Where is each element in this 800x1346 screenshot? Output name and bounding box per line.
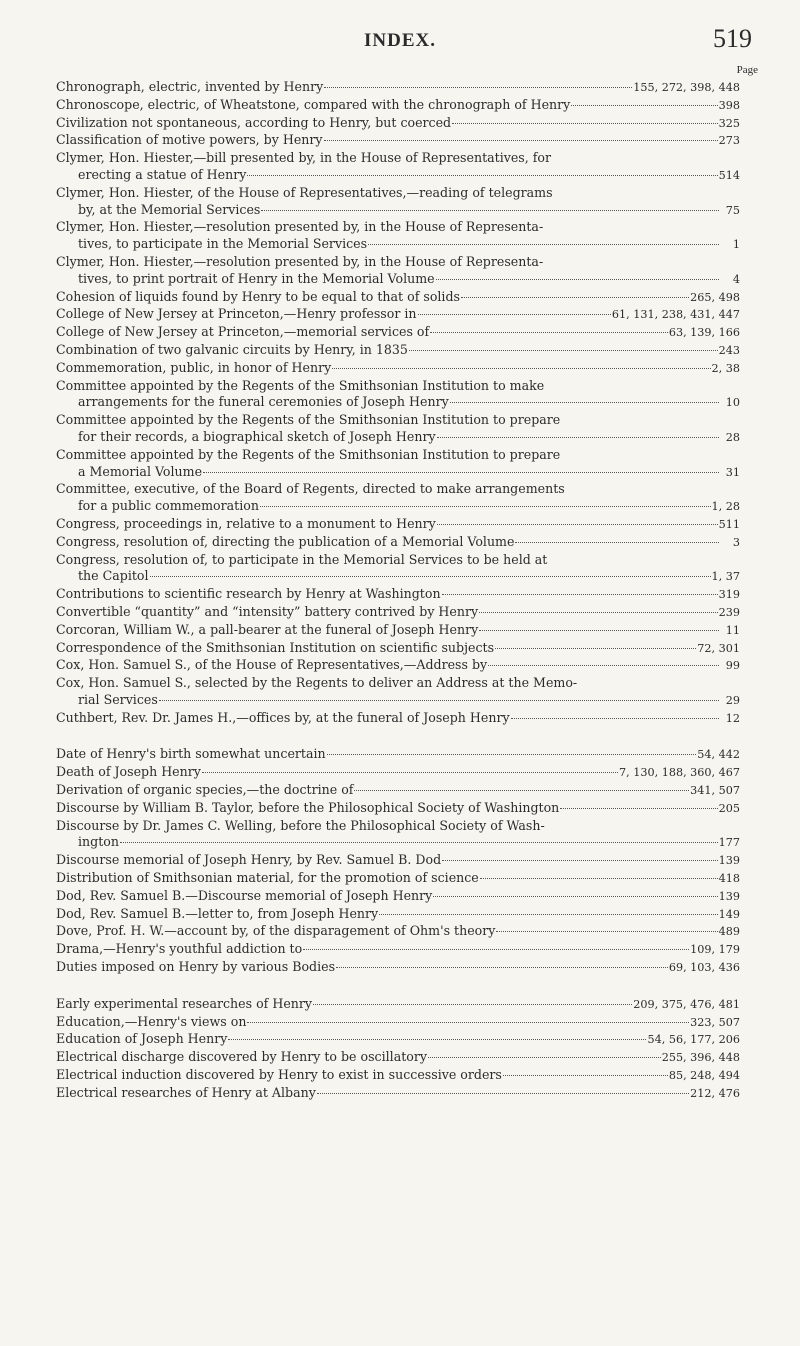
entry-text: College of New Jersey at Princeton,—Henry professor in xyxy=(56,306,417,322)
entry-text: Dod, Rev. Samuel B.—Discourse memorial of Joseph Henry xyxy=(56,887,433,903)
dot-leader xyxy=(428,1057,661,1058)
index-entry xyxy=(56,324,740,342)
page-references: 139 xyxy=(718,854,740,868)
index-group xyxy=(56,996,740,1103)
entry-text: Clymer, Hon. Hiester,—resolution presented by, in the House of Representa- xyxy=(56,219,544,235)
entry-text: Classification of motive powers, by Henry xyxy=(56,132,323,148)
index-entry-continuation xyxy=(56,464,740,482)
page-references: 325 xyxy=(718,116,740,130)
index-entry xyxy=(56,481,740,498)
page-references: 72, 301 xyxy=(697,641,740,655)
page-references: 3 xyxy=(732,535,740,549)
dot-leader xyxy=(202,772,618,773)
index-entry xyxy=(56,870,740,888)
entry-text: College of New Jersey at Princeton,—memorial services of xyxy=(56,324,430,340)
index-entry xyxy=(56,115,740,133)
index-entry-continuation xyxy=(56,498,740,516)
index-entry-continuation xyxy=(56,429,740,447)
entry-text: tives, to participate in the Memorial Services xyxy=(78,236,368,252)
index-group xyxy=(56,746,740,976)
page-references: 514 xyxy=(718,168,740,182)
dot-leader xyxy=(442,594,718,595)
entry-text: ington xyxy=(78,834,119,850)
dot-leader xyxy=(433,896,717,897)
page-references: 28 xyxy=(725,430,740,444)
entry-text: Convertible “quantity” and “intensity” battery contrived by Henry xyxy=(56,603,479,619)
page-references: 255, 396, 448 xyxy=(661,1051,740,1065)
entry-text: Clymer, Hon. Hiester,—resolution presented by, in the House of Representa- xyxy=(56,253,544,269)
dot-leader xyxy=(430,332,668,333)
index-entry xyxy=(56,586,740,604)
dot-leader xyxy=(313,1004,632,1005)
dot-leader xyxy=(437,437,719,438)
page-references: 69, 103, 436 xyxy=(668,961,740,975)
index-entry xyxy=(56,959,740,977)
dot-leader xyxy=(228,1039,646,1040)
index-entry xyxy=(56,1014,740,1032)
dot-leader xyxy=(515,542,719,543)
index-entry-continuation xyxy=(56,568,740,586)
dot-leader xyxy=(461,297,689,298)
dot-leader xyxy=(488,665,719,666)
index-entry xyxy=(56,852,740,870)
dot-leader xyxy=(452,123,718,124)
index-entry xyxy=(56,185,740,202)
page-references: 11 xyxy=(725,623,740,637)
dot-leader xyxy=(327,754,697,755)
entry-text: Electrical induction discovered by Henry to exist in successive orders xyxy=(56,1067,502,1083)
entry-text: Dod, Rev. Samuel B.—letter to, from Joseph Henry xyxy=(56,905,379,921)
entry-text: Committee appointed by the Regents of the Smithsonian Institution to prepare xyxy=(56,412,561,428)
page-references: 205 xyxy=(718,801,740,815)
dot-leader xyxy=(495,648,696,649)
index-entry xyxy=(56,675,740,692)
entry-text: Clymer, Hon. Hiester, of the House of Representatives,—reading of telegrams xyxy=(56,184,553,200)
index-entry xyxy=(56,254,740,271)
index-entry xyxy=(56,710,740,728)
entry-text: Discourse by Dr. James C. Welling, before the Philosophical Society of Wash- xyxy=(56,817,545,833)
dot-leader xyxy=(496,931,717,932)
page-references: 12 xyxy=(725,711,740,725)
entry-text: Duties imposed on Henry by various Bodies xyxy=(56,959,336,975)
dot-leader xyxy=(303,949,689,950)
dot-leader xyxy=(503,1075,668,1076)
page-references: 511 xyxy=(718,517,740,531)
dot-leader xyxy=(150,576,711,577)
index-entry xyxy=(56,132,740,150)
dot-leader xyxy=(479,612,718,613)
entry-text: Early experimental researches of Henry xyxy=(56,995,313,1011)
index-entry-continuation xyxy=(56,167,740,185)
page-references: 54, 442 xyxy=(697,748,740,762)
dot-leader xyxy=(332,368,710,369)
dot-leader xyxy=(368,244,719,245)
index-entry xyxy=(56,534,740,552)
index-entry xyxy=(56,79,740,97)
entry-text: tives, to print portrait of Henry in the Memorial Volume xyxy=(78,270,435,286)
page-references: 29 xyxy=(725,693,740,707)
page-references: 341, 507 xyxy=(690,784,740,798)
page-references: 31 xyxy=(725,465,740,479)
page-references: 177 xyxy=(718,836,740,850)
entry-text: Cox, Hon. Samuel S., selected by the Regents to deliver an Address at the Memo- xyxy=(56,675,578,691)
entry-text: by, at the Memorial Services xyxy=(78,201,261,217)
entry-text: the Capitol xyxy=(78,568,149,584)
page-references: 63, 139, 166 xyxy=(668,326,740,340)
entry-text: Education of Joseph Henry xyxy=(56,1031,228,1047)
page-references: 61, 131, 238, 431, 447 xyxy=(611,308,740,322)
entry-text: Distribution of Smithsonian material, for the promotion of science xyxy=(56,870,479,886)
entry-text: Correspondence of the Smithsonian Institution on scientific subjects xyxy=(56,639,495,655)
page-references: 99 xyxy=(725,659,740,673)
dot-leader xyxy=(442,860,717,861)
page-references: 7, 130, 188, 360, 467 xyxy=(619,766,740,780)
entry-text: Discourse by William B. Taylor, before the Philosophical Society of Washington xyxy=(56,799,560,815)
index-entry xyxy=(56,97,740,115)
dot-leader xyxy=(479,630,719,631)
index-entry xyxy=(56,996,740,1014)
index-entry xyxy=(56,412,740,429)
page-references: 4 xyxy=(732,272,740,286)
entry-text: Death of Joseph Henry xyxy=(56,764,201,780)
entry-text: Combination of two galvanic circuits by Henry, in 1835 xyxy=(56,341,408,357)
entry-text: Cuthbert, Rev. Dr. James H.,—offices by, at the funeral of Joseph Henry xyxy=(56,709,510,725)
index-entry-continuation xyxy=(56,692,740,710)
page-references: 1, 28 xyxy=(711,500,740,514)
index-entry xyxy=(56,782,740,800)
dot-leader xyxy=(324,140,718,141)
index-entry-continuation xyxy=(56,834,740,852)
index-entry xyxy=(56,1085,740,1103)
index-entry xyxy=(56,746,740,764)
dot-leader xyxy=(120,842,718,843)
entry-text: rial Services xyxy=(78,691,158,707)
index-entry xyxy=(56,306,740,324)
page-references: 398 xyxy=(718,98,740,112)
page-references: 418 xyxy=(718,872,740,886)
index-entry xyxy=(56,800,740,818)
page-references: 239 xyxy=(718,605,740,619)
entry-text: Dove, Prof. H. W.—account by, of the disparagement of Ohm's theory xyxy=(56,923,496,939)
dot-leader xyxy=(409,350,718,351)
dot-leader xyxy=(511,718,719,719)
page-references: 1, 37 xyxy=(711,570,740,584)
entry-text: Committee appointed by the Regents of the Smithsonian Institution to prepare xyxy=(56,446,561,462)
index-entry xyxy=(56,219,740,236)
dot-leader xyxy=(247,175,717,176)
entry-text: Congress, resolution of, to participate in the Memorial Services to be held at xyxy=(56,551,548,567)
entry-text: Contributions to scientific research by Henry at Washington xyxy=(56,586,441,602)
dot-leader xyxy=(260,506,711,507)
dot-leader xyxy=(418,314,611,315)
entry-text: Congress, resolution of, directing the publication of a Memorial Volume xyxy=(56,533,515,549)
index-entry xyxy=(56,622,740,640)
entry-text: Electrical discharge discovered by Henry to be oscillatory xyxy=(56,1049,427,1065)
dot-leader xyxy=(450,402,719,403)
entry-text: arrangements for the funeral ceremonies of Joseph Henry xyxy=(78,394,449,410)
index-entry xyxy=(56,1067,740,1085)
index-entry xyxy=(56,764,740,782)
index-entry xyxy=(56,552,740,569)
page-references: 54, 56, 177, 206 xyxy=(647,1033,740,1047)
dot-leader xyxy=(247,1022,689,1023)
dot-leader xyxy=(159,700,719,701)
index-entry xyxy=(56,888,740,906)
entry-text: Drama,—Henry's youthful addiction to xyxy=(56,941,303,957)
page-references: 265, 498 xyxy=(690,290,740,304)
page-references: 273 xyxy=(718,134,740,148)
index-group xyxy=(56,79,740,727)
page-references: 155, 272, 398, 448 xyxy=(633,81,740,94)
index-entry xyxy=(56,657,740,675)
index-entry xyxy=(56,818,740,835)
entry-text: a Memorial Volume xyxy=(78,463,203,479)
index-entry xyxy=(56,516,740,534)
entry-text: Education,—Henry's views on xyxy=(56,1013,247,1029)
page-references: 323, 507 xyxy=(690,1015,740,1029)
entry-text: Commemoration, public, in honor of Henry xyxy=(56,359,332,375)
page-references: 243 xyxy=(718,343,740,357)
page-references: 489 xyxy=(718,925,740,939)
index-entry xyxy=(56,604,740,622)
page-references: 85, 248, 494 xyxy=(668,1069,740,1083)
index-entry-continuation xyxy=(56,271,740,289)
page-references: 10 xyxy=(725,396,740,410)
running-title: INDEX. xyxy=(364,30,436,51)
entry-text: Cohesion of liquids found by Henry to be equal to that of solids xyxy=(56,288,460,304)
index-entries xyxy=(56,79,740,1122)
dot-leader xyxy=(261,210,719,211)
index-entry xyxy=(56,923,740,941)
entry-text: Chronoscope, electric, of Wheatstone, compared with the chronograph of Henry xyxy=(56,96,571,112)
index-entry xyxy=(56,1031,740,1049)
index-entry xyxy=(56,150,740,167)
entry-text: Committee appointed by the Regents of the Smithsonian Institution to make xyxy=(56,377,545,393)
index-entry xyxy=(56,360,740,378)
entry-text: for a public commemoration xyxy=(78,498,259,514)
page-header xyxy=(40,24,760,58)
entry-text: Derivation of organic species,—the doctrine of xyxy=(56,782,354,798)
dot-leader xyxy=(480,878,718,879)
page-references: 209, 375, 476, 481 xyxy=(633,997,740,1011)
entry-text: Cox, Hon. Samuel S., of the House of Representatives,—Address by xyxy=(56,657,488,673)
index-entry xyxy=(56,906,740,924)
page-references: 139 xyxy=(718,889,740,903)
page-references: 75 xyxy=(725,203,740,217)
entry-text: Chronograph, electric, invented by Henry xyxy=(56,79,324,94)
dot-leader xyxy=(560,808,717,809)
page-references: 319 xyxy=(718,588,740,602)
page-references: 212, 476 xyxy=(690,1086,740,1100)
entry-text: Discourse memorial of Joseph Henry, by Rev. Samuel B. Dod xyxy=(56,852,442,868)
entry-text: Committee, executive, of the Board of Regents, directed to make arrangements xyxy=(56,481,565,497)
dot-leader xyxy=(324,87,632,88)
index-entry-continuation xyxy=(56,394,740,412)
entry-text: Civilization not spontaneous, according to Henry, but coerced xyxy=(56,114,452,130)
dot-leader xyxy=(571,105,717,106)
entry-text: for their records, a biographical sketch of Joseph Henry xyxy=(78,428,436,444)
entry-text: Congress, proceedings in, relative to a monument to Henry xyxy=(56,515,436,531)
index-entry xyxy=(56,447,740,464)
entry-text: erecting a statue of Henry xyxy=(78,166,247,182)
entry-text: Clymer, Hon. Hiester,—bill presented by, in the House of Representatives, for xyxy=(56,150,552,166)
entry-text: Date of Henry's birth somewhat uncertain xyxy=(56,746,326,762)
index-entry xyxy=(56,342,740,360)
entry-text: Corcoran, William W., a pall-bearer at the funeral of Joseph Henry xyxy=(56,621,479,637)
dot-leader xyxy=(436,279,719,280)
dot-leader xyxy=(354,790,689,791)
page-references: 149 xyxy=(718,907,740,921)
index-entry xyxy=(56,640,740,658)
index-entry xyxy=(56,941,740,959)
dot-leader xyxy=(317,1093,689,1094)
dot-leader xyxy=(379,914,717,915)
index-entry-continuation xyxy=(56,202,740,220)
page-column-label: Page xyxy=(736,64,758,76)
entry-text: Electrical researches of Henry at Albany xyxy=(56,1084,316,1100)
index-entry-continuation xyxy=(56,236,740,254)
page-number: 519 xyxy=(713,24,752,53)
page-references: 2, 38 xyxy=(711,361,740,375)
index-entry xyxy=(56,1049,740,1067)
index-entry xyxy=(56,289,740,307)
page-references: 109, 179 xyxy=(690,943,740,957)
index-entry xyxy=(56,378,740,395)
dot-leader xyxy=(336,967,668,968)
dot-leader xyxy=(437,524,718,525)
dot-leader xyxy=(203,472,719,473)
page-references: 1 xyxy=(732,238,740,252)
